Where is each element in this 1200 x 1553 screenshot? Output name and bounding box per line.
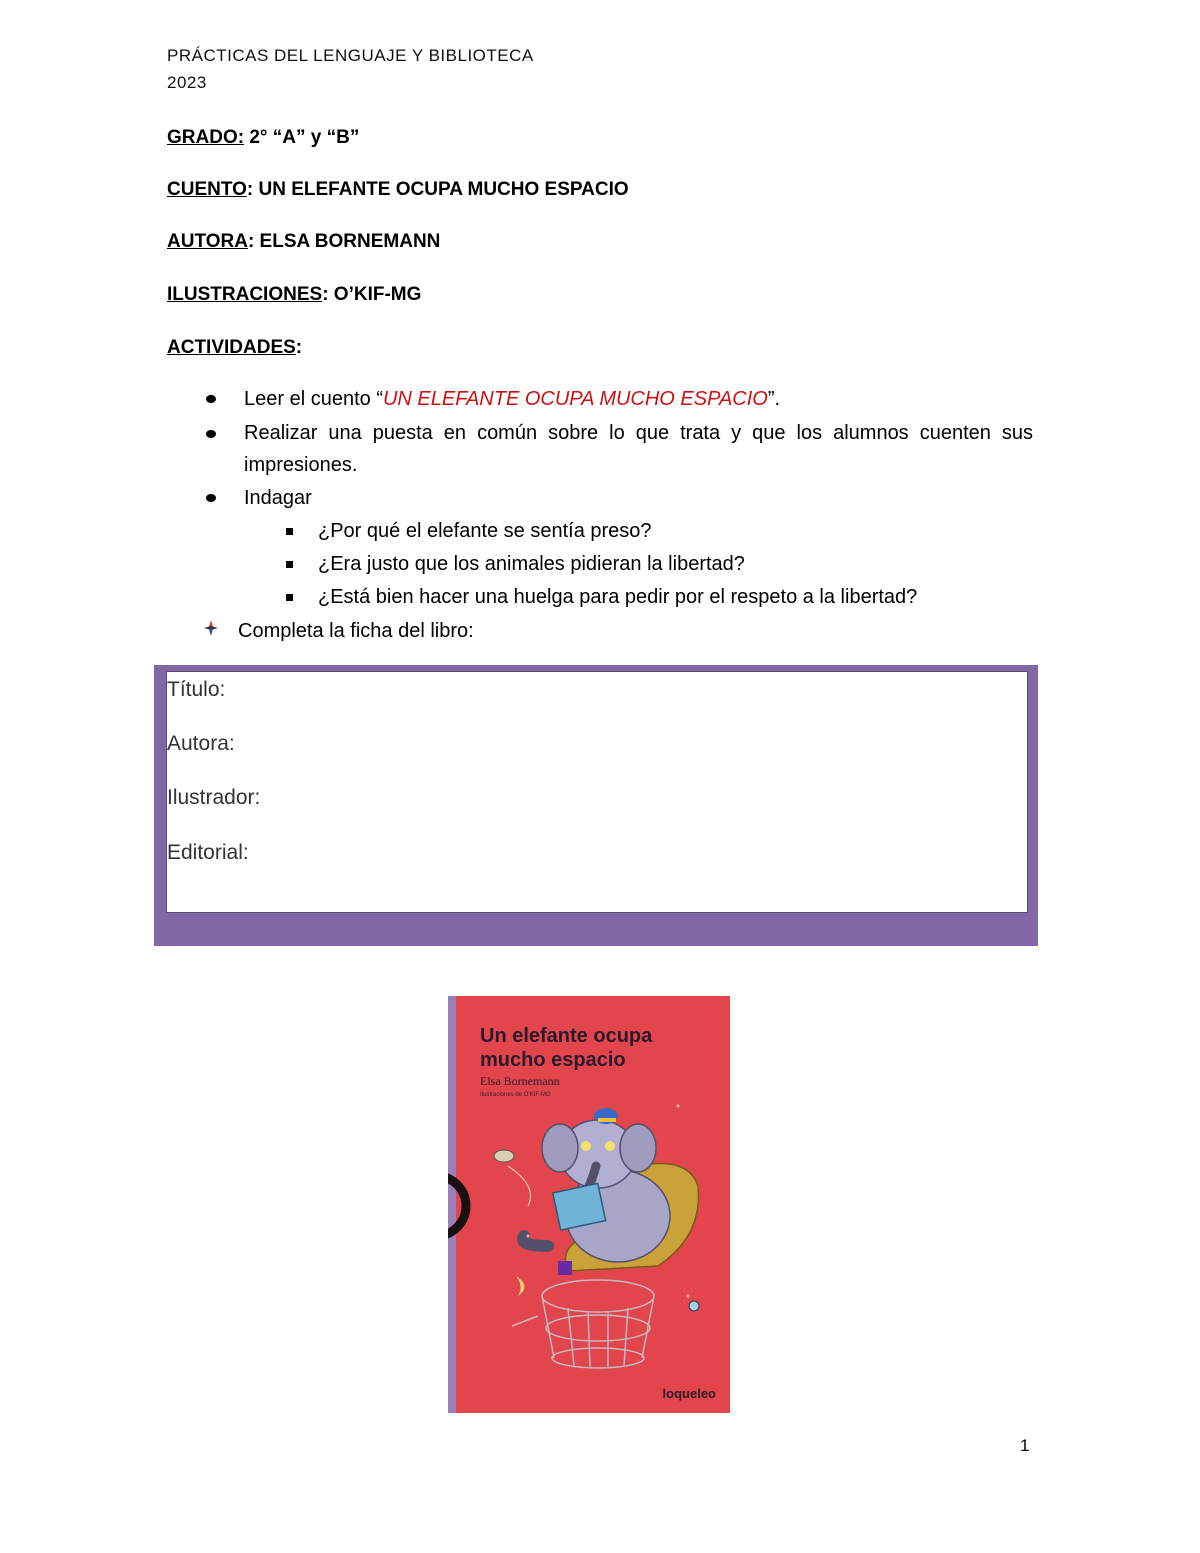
activity-item-2-line2: impresiones. bbox=[244, 454, 358, 476]
page-number: 1 bbox=[1020, 1436, 1030, 1455]
elephant-illustration bbox=[488, 1096, 728, 1386]
ilustraciones-value: : O’KIF-MG bbox=[322, 284, 422, 305]
cover-illustrator: Ilustraciones de O’KIF-MG bbox=[480, 1092, 551, 1098]
square-bullet-icon bbox=[286, 528, 293, 535]
cover-author: Elsa Bornemann bbox=[480, 1074, 560, 1088]
activity-1-pre: Leer el cuento “ bbox=[244, 388, 383, 410]
ficha-inner bbox=[166, 671, 1028, 913]
grado-label: GRADO: bbox=[167, 127, 245, 148]
bullet-icon bbox=[206, 430, 216, 438]
actividades-colon: : bbox=[295, 337, 303, 358]
arrow-bullet-icon bbox=[202, 620, 220, 636]
cover-title bbox=[480, 1024, 652, 1072]
grado-value: 2° “A” y “B” bbox=[244, 127, 360, 148]
activity-item-2-line1: Realizar una puesta en común sobre lo que trata y que los alumnos cuenten sus bbox=[244, 422, 1033, 444]
document-subject: PRÁCTICAS DEL LENGUAJE Y BIBLIOTECA bbox=[167, 46, 534, 65]
question-3: ¿Está bien hacer una huelga para pedir por el respeto a la libertad? bbox=[318, 586, 918, 608]
birdcage-drawing bbox=[512, 1280, 654, 1368]
square-bullet-icon bbox=[286, 594, 293, 601]
book-cover bbox=[448, 996, 730, 1413]
autora-field bbox=[167, 231, 440, 253]
cover-publisher-logo: loqueleo bbox=[662, 1386, 716, 1401]
activity-1-post: ”. bbox=[767, 388, 781, 410]
autora-label: AUTORA bbox=[167, 231, 248, 252]
ficha-ilustrador-label: Ilustrador: bbox=[167, 786, 261, 809]
ficha-editorial-label: Editorial: bbox=[167, 841, 249, 864]
ilustraciones-label: ILUSTRACIONES bbox=[167, 284, 323, 305]
ilustraciones-field bbox=[167, 284, 421, 306]
cover-title-line2: mucho espacio bbox=[480, 1049, 626, 1071]
actividades-label: ACTIVIDADES bbox=[167, 337, 296, 358]
square-bullet-icon bbox=[286, 561, 293, 568]
question-1: ¿Por qué el elefante se sentía preso? bbox=[318, 520, 652, 542]
activity-item-1 bbox=[244, 383, 780, 415]
activity-item-3: Indagar bbox=[244, 487, 312, 509]
cuento-field bbox=[167, 179, 629, 201]
ficha-box bbox=[154, 665, 1038, 946]
activity-item-4: Completa la ficha del libro: bbox=[238, 620, 474, 642]
grado-field bbox=[167, 127, 359, 149]
ficha-autora-label: Autora: bbox=[167, 732, 235, 755]
activity-1-title: UN ELEFANTE OCUPA MUCHO ESPACIO bbox=[382, 388, 768, 410]
cuento-value: : UN ELEFANTE OCUPA MUCHO ESPACIO bbox=[246, 179, 629, 200]
cover-ring-decoration bbox=[448, 1168, 476, 1244]
bullet-icon bbox=[206, 494, 216, 502]
cuento-label: CUENTO bbox=[167, 179, 247, 200]
bullet-icon bbox=[206, 395, 216, 403]
actividades-field bbox=[167, 337, 302, 359]
autora-value: : ELSA BORNEMANN bbox=[247, 231, 441, 252]
ficha-titulo-label: Título: bbox=[167, 678, 226, 701]
cover-title-line1: Un elefante ocupa bbox=[480, 1025, 653, 1047]
document-year: 2023 bbox=[167, 73, 207, 92]
question-2: ¿Era justo que los animales pidieran la libertad? bbox=[318, 553, 745, 575]
